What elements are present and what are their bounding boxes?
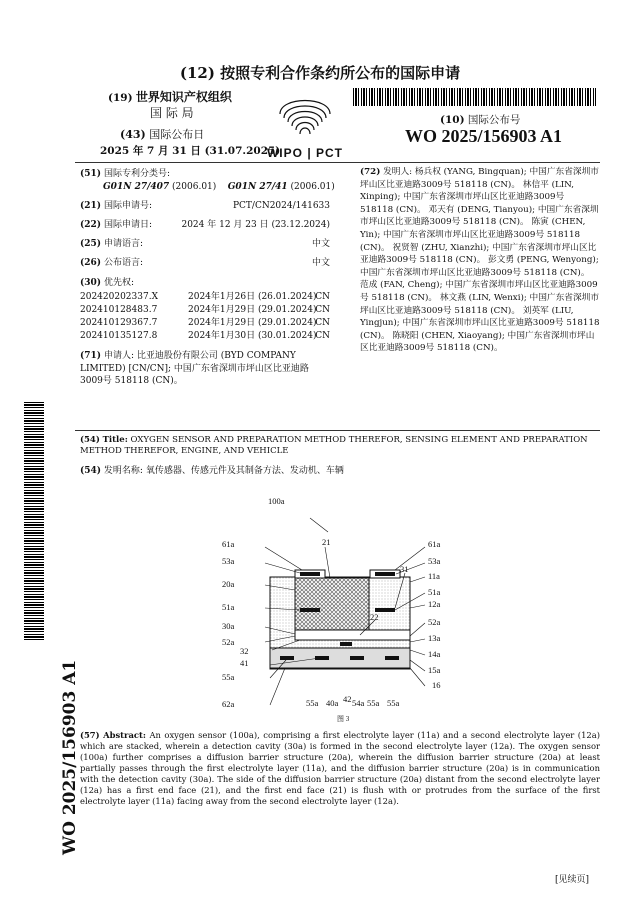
title-cn-value: 氧传感器、传感元件及其制备方法、发动机、车辆	[145, 466, 344, 476]
ipc-code-2-date: (2006.01)	[290, 182, 335, 192]
appno-label: 国际申请号:	[104, 201, 153, 211]
priority-no: 202410129367.7	[80, 318, 158, 328]
wipo-logo	[260, 84, 350, 160]
field-appno	[80, 200, 330, 212]
fig-label: 14a	[428, 649, 441, 659]
fig-label: 51a	[428, 587, 441, 597]
divider-mid	[75, 430, 600, 431]
figure-3	[210, 490, 480, 725]
pubdate-value: 2025 年 7 月 31 日 (31.07.2025)	[100, 145, 281, 157]
electrode-right-top-fill	[375, 572, 395, 576]
field-pub-lang	[80, 257, 330, 269]
fig-label: 52a	[222, 637, 235, 647]
org-name: 世界知识产权组织	[135, 90, 232, 104]
org-sub: 国 际 局	[150, 106, 194, 120]
priority-row	[80, 317, 330, 329]
applicant-text: 申请人: 比亚迪股份有限公司 (BYD COMPANY LIMITED) [CN/CN]; 中国广东省深圳市坪山区比亚迪路3009号 518118 (CN)。	[80, 351, 309, 386]
fig-label: 55a	[387, 698, 400, 708]
inventors-text: 发明人: 杨兵权 (YANG, Bingquan); 中国广东省深圳市坪山区比亚迪路3009号 518118 (CN)。 林信平 (LIN, Xinping); 中国广东省深圳市坪山区比亚迪路3009号 518118 (CN)。 邓天有 (DENG, Tianyou); 中国广东省深圳市坪山区比亚迪路3009号 518118 (CN)。 陈寅 (CHEN, Yin); 中国广东省深圳市坪山区比亚迪路3009号 518118 (CN)。 祝贤智 (ZHU, Xianzhi); 中国广东省深圳市坪山区比亚迪路3009号 518118 (CN)。 彭文勇 (PENG, Wenyong); 中国广东省深圳市坪山区比亚迪路3009号 518118 (CN)。 范成 (FAN, Cheng); 中国广东省深圳市坪山区比亚迪路3009号 518118 (CN)。 林文燕 (LIN, Wenxi); 中国广东省深圳市坪山区比亚迪路3009号 518118 (CN)。 刘英军 (LIU, Yingjun); 中国广东省深圳市坪山区比亚迪路3009号 518118 (CN)。 陈晓阳 (CHEN, Xiaoyang); 中国广东省深圳市坪山区比亚迪路3009号 518118 (CN)。	[360, 167, 600, 354]
appdate-label: 国际申请日:	[104, 220, 153, 230]
fig-label: 16	[432, 680, 441, 690]
fig-label: 15a	[428, 665, 441, 675]
fig-label: 52a	[428, 617, 441, 627]
fig-caption: 图 3	[337, 715, 350, 723]
field-priority	[80, 277, 134, 289]
priority-cc: CN	[315, 292, 330, 302]
fig-label: 20a	[222, 579, 235, 589]
ipc-code-2: G01N 27/41	[227, 182, 288, 192]
org-num: (19)	[108, 92, 133, 104]
fig-label: 12a	[428, 599, 441, 609]
fig-label: 21	[322, 537, 331, 547]
field-appdate	[80, 219, 330, 231]
electrode-left-top-fill	[300, 572, 320, 576]
priority-date: 2024年1月30日 (30.01.2024)	[188, 331, 317, 341]
filing-lang-num: (25)	[80, 239, 102, 249]
priority-row	[80, 291, 330, 303]
abstract	[80, 730, 600, 807]
field-filing-lang	[80, 238, 330, 250]
fig-label: 11a	[428, 571, 440, 581]
pubdate-line	[120, 126, 204, 142]
fig-label: 30a	[222, 621, 235, 631]
electrode-bottom	[340, 642, 352, 646]
fig-label: 42	[343, 694, 352, 704]
wipo-logo-text: WIPO | PCT	[266, 146, 344, 160]
pub-lang-value: 中文	[311, 258, 330, 268]
abstract-label: Abstract:	[103, 730, 146, 740]
filing-lang-value: 中文	[311, 239, 330, 249]
abstract-text: An oxygen sensor (100a), comprising a first electrolyte layer (11a) and a second electrolyte layer (12a) which are stacked, wherein a detection cavity (30a) is formed in the second electrolyte layer (12a). The oxygen sensor (100a) further comprises a diffusion barrier structure (20a), wherein the diffusion barrier structure (20a) at least partially passes through the first electrolyte layer (11a), and the diffusion barrier structure (20a) is in communication with the detection cavity (30a). The side of the diffusion barrier structure (20a) distant from the second electrolyte layer (12a) has a first end face (21), and the first end face (21) is flush with or protrudes from the surface of the first electrolyte layer (11a) facing away from the second electrolyte layer (12a).	[80, 730, 600, 806]
title-cn-num: (54)	[80, 466, 102, 476]
appno-num: (21)	[80, 201, 102, 211]
ipc-code-1: G01N 27/407	[103, 182, 170, 192]
fig-label: 55a	[306, 698, 319, 708]
divider-top	[75, 162, 600, 163]
title-cn	[80, 463, 344, 476]
ipc-label: 国际专利分类号:	[104, 169, 171, 179]
priority-num: (30)	[80, 278, 102, 288]
appno-value: PCT/CN2024/141633	[232, 201, 330, 211]
fig-label: 40a	[326, 698, 339, 708]
title-en-label: Title:	[102, 435, 128, 445]
document-title: (12) 按照专利合作条约所公布的国际申请	[179, 64, 461, 82]
wipo-emblem-icon	[260, 84, 350, 142]
fig-label: 55a	[222, 672, 235, 682]
applicant-num: (71)	[80, 351, 102, 361]
priority-date: 2024年1月29日 (29.01.2024)	[188, 305, 317, 315]
heater-3	[350, 656, 364, 660]
pub-lang-label: 公布语言:	[104, 258, 144, 268]
heater-4	[385, 656, 399, 660]
pubno-label: 国际公布号	[467, 114, 521, 126]
filing-lang-label: 申请语言:	[104, 239, 144, 249]
field-ipc	[80, 168, 170, 180]
appdate-num: (22)	[80, 220, 102, 230]
detection-cavity	[295, 630, 410, 640]
priority-row	[80, 330, 330, 342]
priority-no: 202420202337.X	[80, 292, 158, 302]
ipc-codes	[103, 181, 335, 193]
ipc-code-1-date: (2006.01)	[172, 182, 217, 192]
heater-1	[280, 656, 294, 660]
priority-cc: CN	[315, 305, 330, 315]
barcode-top	[353, 88, 596, 106]
priority-cc: CN	[315, 331, 330, 341]
fig-label: 22	[370, 612, 379, 622]
abstract-num: (57)	[80, 730, 100, 740]
org-line	[108, 88, 232, 105]
continuation-note: [见续页]	[555, 875, 590, 885]
field-applicant	[80, 350, 330, 388]
priority-date: 2024年1月29日 (29.01.2024)	[188, 318, 317, 328]
title-en	[80, 435, 600, 457]
fig-label: 13a	[428, 633, 441, 643]
pubdate-label: 国际公布日	[149, 128, 205, 141]
pubno-value: WO 2025/156903 A1	[405, 126, 563, 146]
fig-label: 51a	[222, 602, 235, 612]
pubdate-num: (43)	[120, 128, 146, 141]
ipc-num: (51)	[80, 169, 102, 179]
fig-label: 53a	[428, 556, 441, 566]
field-inventors	[360, 166, 600, 355]
fig-label: 55a	[367, 698, 380, 708]
diffusion-barrier	[295, 578, 369, 636]
fig-label: 54a	[352, 698, 365, 708]
electrode-left-mid	[300, 608, 320, 612]
title-en-num: (54)	[80, 435, 100, 445]
heater-2	[315, 656, 329, 660]
fig-label: 32	[240, 646, 249, 656]
priority-no: 202410128483.7	[80, 305, 158, 315]
pubno-line	[440, 112, 520, 127]
fig-label: 53a	[222, 556, 235, 566]
side-pubno: WO 2025/156903 A1	[60, 659, 80, 855]
title-cn-label: 发明名称:	[103, 466, 143, 476]
fig-label: 61a	[428, 539, 441, 549]
barcode-side	[24, 400, 44, 640]
pub-lang-num: (26)	[80, 258, 102, 268]
fig-label: 41	[240, 658, 249, 668]
priority-no: 202410135127.8	[80, 331, 158, 341]
fig-label: 61a	[222, 539, 235, 549]
priority-row	[80, 304, 330, 316]
priority-cc: CN	[315, 318, 330, 328]
priority-label: 优先权:	[104, 278, 135, 288]
fig-label: 62a	[222, 699, 235, 709]
fig-label: 100a	[268, 496, 285, 506]
title-en-value: OXYGEN SENSOR AND PREPARATION METHOD THEREFOR, SENSING ELEMENT AND PREPARATION METHOD THEREFOR, ENGINE, AND VEHICLE	[80, 435, 588, 456]
pubno-num: (10)	[440, 114, 465, 126]
inventors-num: (72)	[360, 167, 381, 177]
appdate-value: 2024 年 12 月 23 日 (23.12.2024)	[181, 220, 330, 230]
fig-label: 31	[400, 564, 409, 574]
priority-date: 2024年1月26日 (26.01.2024)	[188, 292, 317, 302]
